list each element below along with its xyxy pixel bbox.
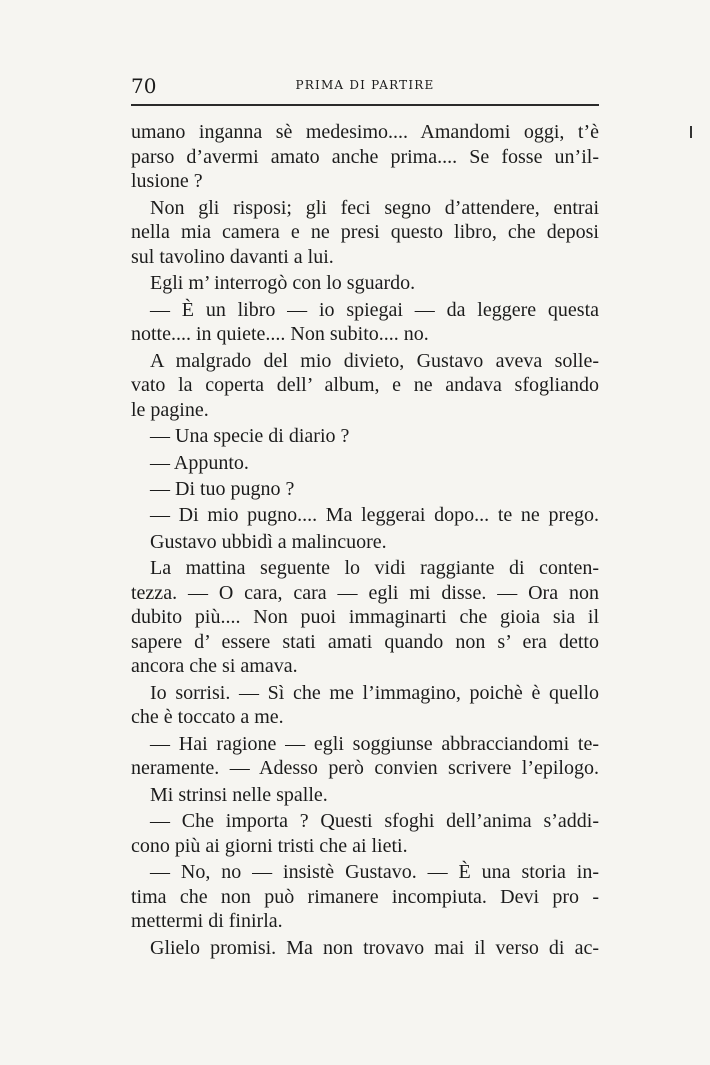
text-line: — No, no — insistè Gustavo. — È una storia in- <box>150 861 599 884</box>
text-line: sapere d’ essere stati amati quando non s’ era detto <box>131 630 599 653</box>
text-line: notte.... in quiete.... Non subito.... no. <box>131 323 429 346</box>
text-line: — Una specie di diario ? <box>150 425 350 448</box>
text-line: dubito più.... Non puoi immaginarti che gioia sia il <box>131 606 599 629</box>
text-line: nella mia camera e ne presi questo libro, che deposi <box>131 221 599 244</box>
text-line: Glielo promisi. Ma non trovavo mai il verso di ac- <box>150 936 599 959</box>
text-line: umano inganna sè medesimo.... Amandomi oggi, t’è <box>131 121 599 143</box>
text-line: — Di mio pugno.... Ma leggerai dopo... te ne prego. <box>150 504 599 527</box>
body-text <box>131 120 599 960</box>
text-line: Non gli risposi; gli feci segno d’attendere, entrai <box>150 196 599 219</box>
text-line: — Appunto. <box>150 451 249 474</box>
text-line: — È un libro — io spiegai — da leggere questa <box>150 298 599 321</box>
text-line: le pagine. <box>131 398 209 421</box>
text-line: che è toccato a me. <box>131 706 284 729</box>
header-rule <box>131 104 599 106</box>
page-number: 70 <box>131 74 157 98</box>
text-line: Egli m’ interrogò con lo sguardo. <box>150 272 416 295</box>
text-line: sul tavolino davanti a lui. <box>131 245 334 268</box>
text-line: tima che non può rimanere incompiuta. Devi pro - <box>131 885 599 908</box>
text-line: A malgrado del mio divieto, Gustavo aveva solle- <box>150 349 599 372</box>
text-line: Mi strinsi nelle spalle. <box>150 783 328 806</box>
text-line: Io sorrisi. — Sì che me l’immagino, poichè è quello <box>150 681 599 704</box>
page-header <box>131 70 599 100</box>
text-line: cono più ai giorni tristi che ai lieti. <box>131 834 408 857</box>
text-line: lusione ? <box>131 170 203 193</box>
text-line: mettermi di finirla. <box>131 910 283 933</box>
text-line: Gustavo ubbidì a malincuore. <box>150 530 387 553</box>
running-head: PRIMA DI PARTIRE <box>295 78 435 92</box>
text-line: tezza. — O cara, cara — egli mi disse. — Ora non <box>131 581 599 604</box>
binding-mark <box>690 126 692 138</box>
text-line: La mattina seguente lo vidi raggiante di conten- <box>150 557 599 580</box>
text-line: parso d’avermi amato anche prima.... Se fosse un’il- <box>131 145 599 168</box>
text-line: — Hai ragione — egli soggiunse abbracciandomi te- <box>150 732 599 755</box>
text-line: — Che importa ? Questi sfoghi dell’anima s’addi- <box>150 810 599 833</box>
text-line: neramente. — Adesso però convien scrivere l’epilogo. <box>131 757 599 780</box>
text-line: vato la coperta dell’ album, e ne andava sfogliando <box>131 374 599 397</box>
text-line: — Di tuo pugno ? <box>150 477 295 500</box>
text-line: ancora che si amava. <box>131 655 298 678</box>
